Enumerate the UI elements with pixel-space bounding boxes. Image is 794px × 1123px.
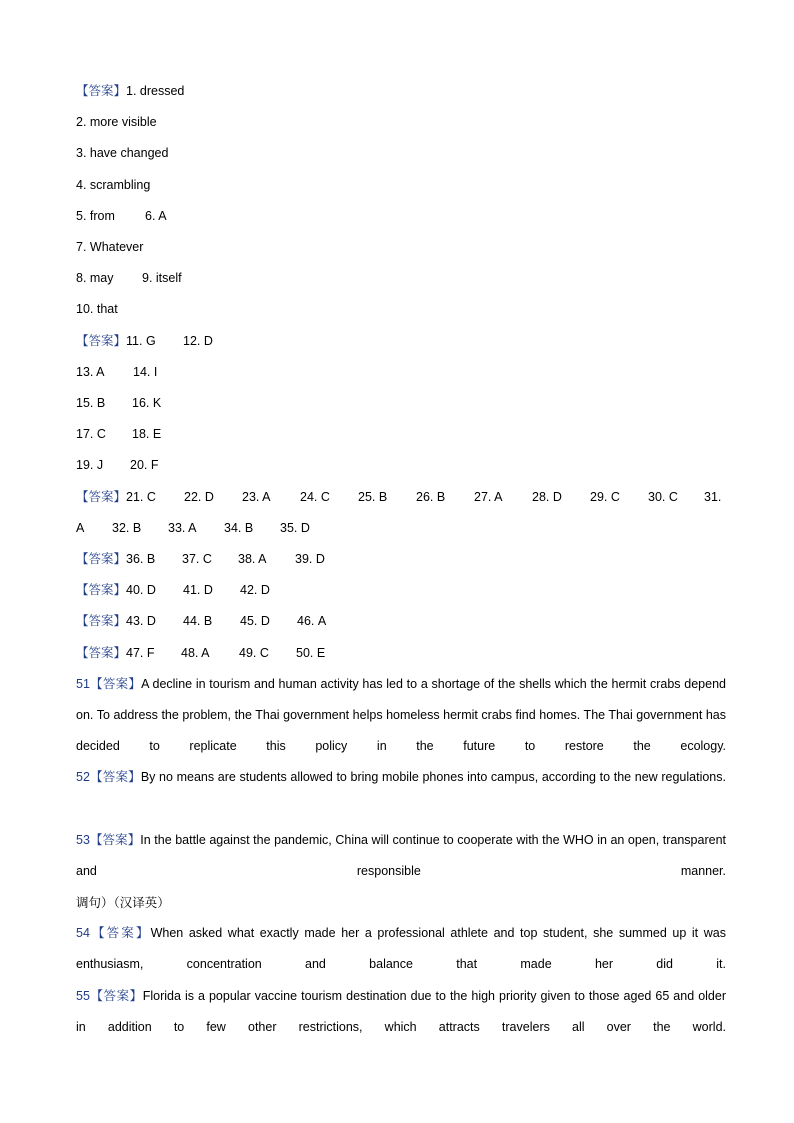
answer-line-5 — [76, 206, 726, 226]
answer-text: 6. A — [145, 209, 167, 223]
answer-text: 25. B — [358, 490, 388, 504]
answer-paragraph-55 — [76, 981, 726, 1074]
answer-line-19 — [76, 455, 726, 475]
answer-text: 48. A — [181, 646, 210, 660]
answer-text: 40. D — [126, 583, 156, 597]
answer-text: 27. A — [474, 490, 503, 504]
answer-text: 34. B — [224, 521, 254, 535]
answer-line-43 — [76, 611, 726, 631]
answer-text: 28. D — [532, 490, 562, 504]
question-number: 53 — [76, 833, 90, 847]
answer-text: 13. A — [76, 365, 105, 379]
answer-text: 38. A — [238, 552, 267, 566]
section-heading-text: 调句）（汉译英） — [76, 896, 170, 910]
answer-text: A — [76, 521, 85, 535]
answer-text: 14. I — [133, 365, 158, 379]
answer-text: 47. F — [126, 646, 155, 660]
answer-paragraph-text: When asked what exactly made her a professional athlete and top student, she summed up it was enthusiasm, concentration and balance that made her did it. — [76, 926, 726, 971]
answer-text: 35. D — [280, 521, 310, 535]
answer-text: 29. C — [590, 490, 620, 504]
answer-text: 22. D — [184, 490, 214, 504]
answer-text: 41. D — [183, 583, 213, 597]
question-number: 52 — [76, 770, 90, 784]
answer-paragraph-52 — [76, 762, 726, 824]
answer-paragraph-text: By no means are students allowed to bring mobile phones into campus, according to the new regulations. — [140, 770, 726, 784]
answer-tag: 【答案】 — [89, 989, 143, 1003]
answer-text: 30. C — [648, 490, 678, 504]
answer-text: 23. A — [242, 490, 271, 504]
answer-paragraph-text: Florida is a popular vaccine tourism destination due to the high priority given to those aged 65 and older in addition to few other restrictions, which attracts travelers all over the world. — [76, 989, 726, 1034]
answer-text: 45. D — [240, 614, 270, 628]
answer-text: 5. from — [76, 209, 115, 223]
answer-line-40 — [76, 580, 726, 600]
answer-text: 21. C — [126, 490, 156, 504]
answer-tag: 【答案】 — [89, 833, 141, 847]
answer-text: 44. B — [183, 614, 213, 628]
answer-text: 15. B — [76, 396, 106, 410]
answer-line-17 — [76, 424, 726, 444]
answer-text: 42. D — [240, 583, 270, 597]
answer-text: 2. more visible — [76, 115, 157, 129]
answer-text: 43. D — [126, 614, 156, 628]
answer-text: 11. G — [126, 334, 156, 348]
answer-text: 26. B — [416, 490, 446, 504]
answer-tag: 【答案】 — [89, 677, 142, 691]
answer-line-2 — [76, 112, 726, 132]
answer-text: 10. that — [76, 302, 118, 316]
question-number: 51 — [76, 677, 90, 691]
answer-text: 3. have changed — [76, 146, 169, 160]
answer-tag: 【答案】 — [76, 490, 127, 504]
answer-text: 20. F — [130, 458, 159, 472]
answer-tag: 【答案】 — [76, 334, 127, 348]
answer-line-4 — [76, 175, 726, 195]
answer-line-10 — [76, 299, 726, 319]
answer-line-47 — [76, 643, 726, 663]
answer-tag: 【答案】 — [76, 646, 127, 660]
answer-text: 31. — [704, 490, 722, 504]
answer-tag: 【答案】 — [89, 926, 151, 940]
answer-tag: 【答案】 — [76, 583, 127, 597]
answer-text: 37. C — [182, 552, 212, 566]
answer-text: 33. A — [168, 521, 197, 535]
answer-line-3 — [76, 143, 726, 163]
answer-text: 18. E — [132, 427, 162, 441]
answer-paragraph-text: In the battle against the pandemic, China will continue to cooperate with the WHO in an open, transparent and responsible manner. — [76, 833, 726, 878]
answer-text: 24. C — [300, 490, 330, 504]
answer-line-11 — [76, 331, 726, 351]
section-heading — [76, 893, 726, 913]
question-number: 54 — [76, 926, 90, 940]
answer-line-13 — [76, 362, 726, 382]
answer-tag: 【答案】 — [89, 770, 141, 784]
answer-text: 50. E — [296, 646, 326, 660]
answer-line-31-cont — [76, 518, 726, 538]
answer-text: 4. scrambling — [76, 178, 151, 192]
answer-text: 9. itself — [142, 271, 182, 285]
answer-text: 39. D — [295, 552, 325, 566]
answer-line-1 — [76, 81, 726, 101]
answer-text: 49. C — [239, 646, 269, 660]
answer-tag: 【答案】 — [76, 84, 127, 98]
answer-line-36 — [76, 549, 726, 569]
answer-text: 32. B — [112, 521, 142, 535]
answer-text: 46. A — [297, 614, 327, 628]
answer-tag: 【答案】 — [76, 614, 127, 628]
answer-paragraph-text: A decline in tourism and human activity has led to a shortage of the shells which the hermit crabs depend on. To address the problem, the Thai government helps homeless hermit crabs find homes. The Thai government has decided to replicate this policy in the future to restore the ecology. — [76, 677, 726, 753]
answer-text: 12. D — [183, 334, 213, 348]
answer-text: 8. may — [76, 271, 114, 285]
answer-line-8 — [76, 268, 726, 288]
answer-text: 17. C — [76, 427, 106, 441]
question-number: 55 — [76, 989, 90, 1003]
answer-text: 1. dressed — [126, 84, 185, 98]
answer-tag: 【答案】 — [76, 552, 127, 566]
answer-text: 16. K — [132, 396, 162, 410]
answer-text: 7. Whatever — [76, 240, 144, 254]
answer-text: 19. J — [76, 458, 104, 472]
answer-line-7 — [76, 237, 726, 257]
answer-text: 36. B — [126, 552, 156, 566]
answer-line-15 — [76, 393, 726, 413]
answer-line-21 — [76, 487, 726, 507]
